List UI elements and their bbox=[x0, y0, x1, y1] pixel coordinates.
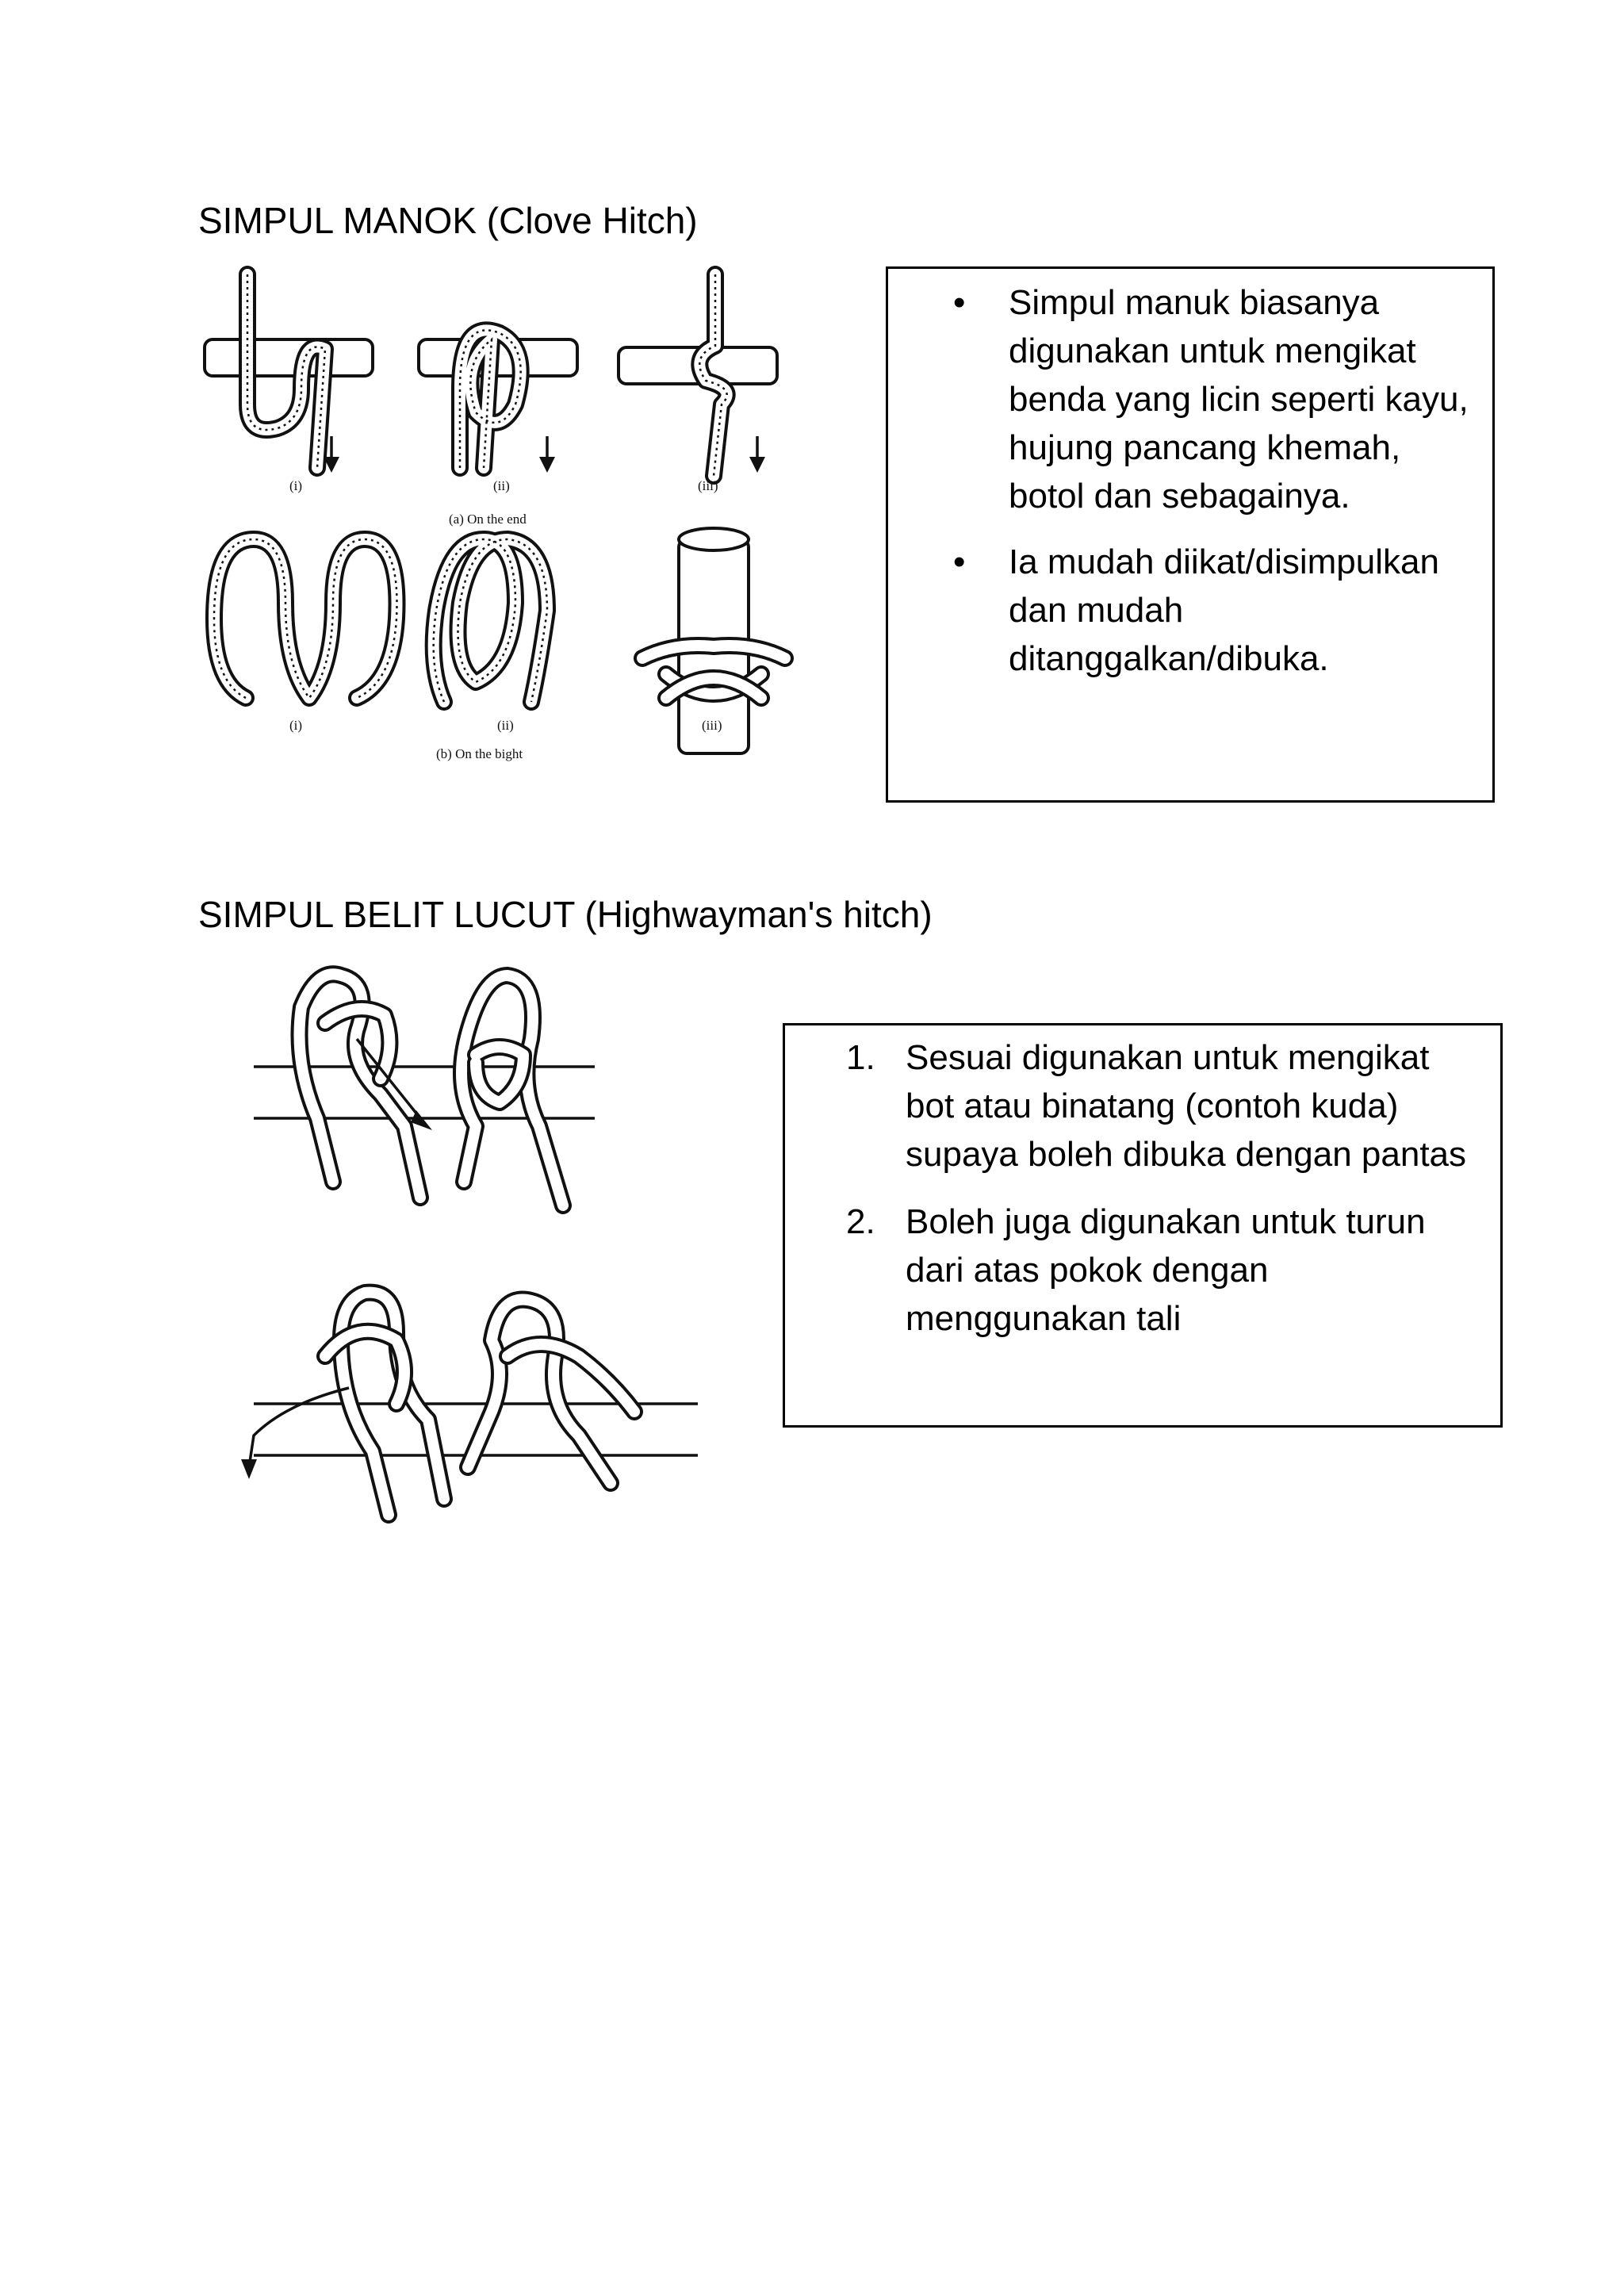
clove-hitch-bight-step-3 bbox=[642, 528, 785, 753]
label-a-ii: (ii) bbox=[493, 478, 510, 493]
clove-hitch-notes-list bbox=[953, 278, 1477, 700]
list-item bbox=[846, 1198, 1477, 1343]
note-text: Ia mudah diikat/disimpulkan dan mudah ditanggalkan/dibuka. bbox=[1009, 542, 1439, 678]
highwaymans-hitch-step-2 bbox=[462, 976, 563, 1205]
highwaymans-hitch-heading: SIMPUL BELIT LUCUT (Highwayman's hitch) bbox=[198, 894, 933, 935]
clove-hitch-illustration bbox=[198, 270, 801, 777]
caption-a: (a) On the end bbox=[449, 512, 527, 527]
clove-hitch-end-step-2 bbox=[419, 330, 577, 493]
note-text: Sesuai digunakan untuk mengikat bot atau binatang (contoh kuda) supaya boleh dibuka dengan pantas bbox=[906, 1038, 1467, 1174]
label-a-i: (i) bbox=[289, 478, 303, 493]
list-item bbox=[953, 538, 1477, 683]
list-item bbox=[953, 278, 1477, 520]
clove-hitch-bight-step-2 bbox=[434, 539, 547, 733]
note-text: Boleh juga digunakan untuk turun dari atas pokok dengan menggunakan tali bbox=[906, 1202, 1426, 1338]
clove-hitch-heading: SIMPUL MANOK (Clove Hitch) bbox=[198, 200, 698, 241]
number-marker: 2. bbox=[846, 1202, 875, 1241]
label-b-i: (i) bbox=[289, 718, 303, 733]
label-b-ii: (ii) bbox=[497, 718, 514, 733]
clove-hitch-notes-box bbox=[886, 266, 1495, 803]
label-b-iii: (iii) bbox=[702, 718, 722, 733]
caption-b: (b) On the bight bbox=[436, 746, 523, 761]
highwaymans-hitch-illustration bbox=[238, 960, 714, 1531]
highwaymans-hitch-notes-list bbox=[846, 1033, 1477, 1362]
number-marker: 1. bbox=[846, 1038, 875, 1077]
list-item bbox=[846, 1033, 1477, 1179]
clove-hitch-bight-step-1 bbox=[214, 539, 397, 733]
note-text: Simpul manuk biasanya digunakan untuk mengikat benda yang licin seperti kayu, hujung pancang khemah, botol dan sebagainya. bbox=[1009, 283, 1469, 516]
clove-hitch-end-step-1 bbox=[205, 274, 373, 493]
highwaymans-hitch-notes-box bbox=[783, 1023, 1503, 1428]
bullet-marker: • bbox=[953, 283, 966, 322]
clove-hitch-end-step-3 bbox=[619, 274, 777, 493]
highwaymans-hitch-step-1 bbox=[300, 974, 433, 1198]
bullet-marker: • bbox=[953, 542, 966, 581]
label-a-iii: (iii) bbox=[698, 478, 718, 493]
